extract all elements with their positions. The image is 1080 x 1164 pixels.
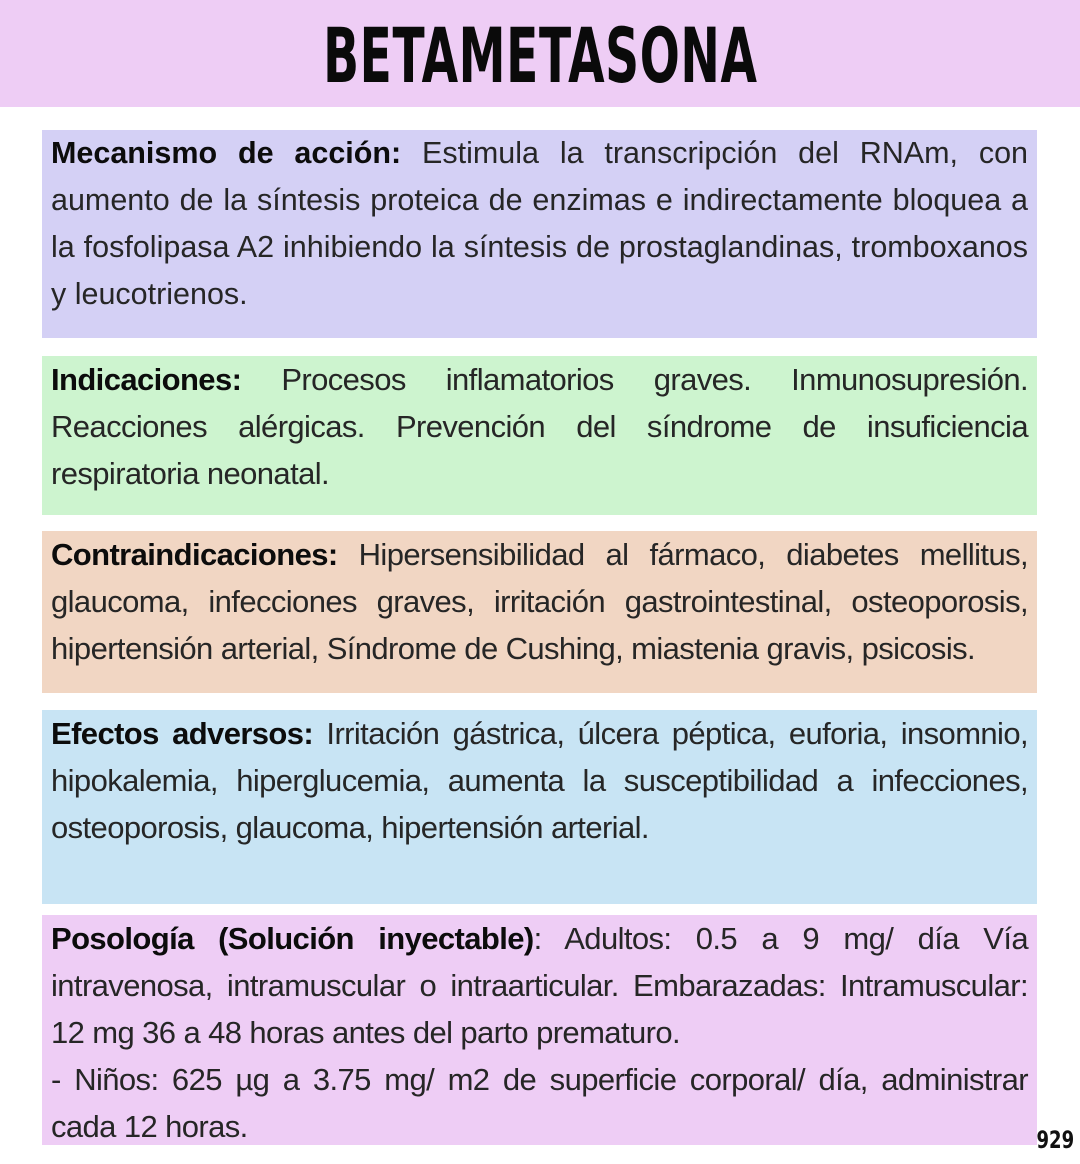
page-number: 929 (1036, 1126, 1074, 1154)
section-body (51, 915, 1028, 1056)
section-label: Indicaciones: (51, 362, 242, 397)
section-body (51, 710, 1028, 851)
section-indications (42, 356, 1037, 515)
section-text: : Adultos: 0.5 a 9 mg/ día Vía intravenosa, intramuscular o intraarticular. Embarazadas: Intramuscular: 12 mg 36 a 48 horas antes del parto prematuro. (51, 921, 1028, 1050)
section-body (51, 130, 1028, 318)
section-text: Irritación gástrica, úlcera péptica, euforia, insomnio, hipokalemia, hiperglucemia, aumenta la susceptibilidad a infecciones, osteoporosis, glaucoma, hipertensión arterial. (51, 716, 1028, 845)
section-dosage (42, 915, 1037, 1145)
section-mechanism-of-action (42, 130, 1037, 338)
section-adverse-effects (42, 710, 1037, 904)
section-text: Procesos inflamatorios graves. Inmunosupresión. Reacciones alérgicas. Prevención del síndrome de insuficiencia respiratoria neonatal. (51, 362, 1028, 491)
section-body (51, 531, 1028, 672)
section-body-children: - Niños: 625 µg a 3.75 mg/ m2 de superficie corporal/ día, administrar cada 12 horas. (51, 1062, 1028, 1144)
section-text: Estimula la transcripción del RNAm, con aumento de la síntesis proteica de enzimas e indirectamente bloquea a la fosfolipasa A2 inhibiendo la síntesis de prostaglandinas, tromboxanos y leucotrienos. (51, 136, 1029, 311)
section-label: Efectos adversos: (51, 716, 314, 751)
section-label: Contraindicaciones: (51, 537, 338, 572)
page-title: BETAMETASONA (322, 10, 758, 100)
section-text: Hipersensibilidad al fármaco, diabetes mellitus, glaucoma, infecciones graves, irritación gastrointestinal, osteoporosis, hipertensión arterial, Síndrome de Cushing, miastenia gravis, psicosis. (51, 537, 1028, 666)
title-banner (0, 0, 1080, 107)
section-label: Mecanismo de acción: (51, 136, 402, 170)
section-body (51, 356, 1028, 497)
section-label: Posología (Solución inyectable) (51, 921, 534, 956)
section-contraindications (42, 531, 1037, 693)
